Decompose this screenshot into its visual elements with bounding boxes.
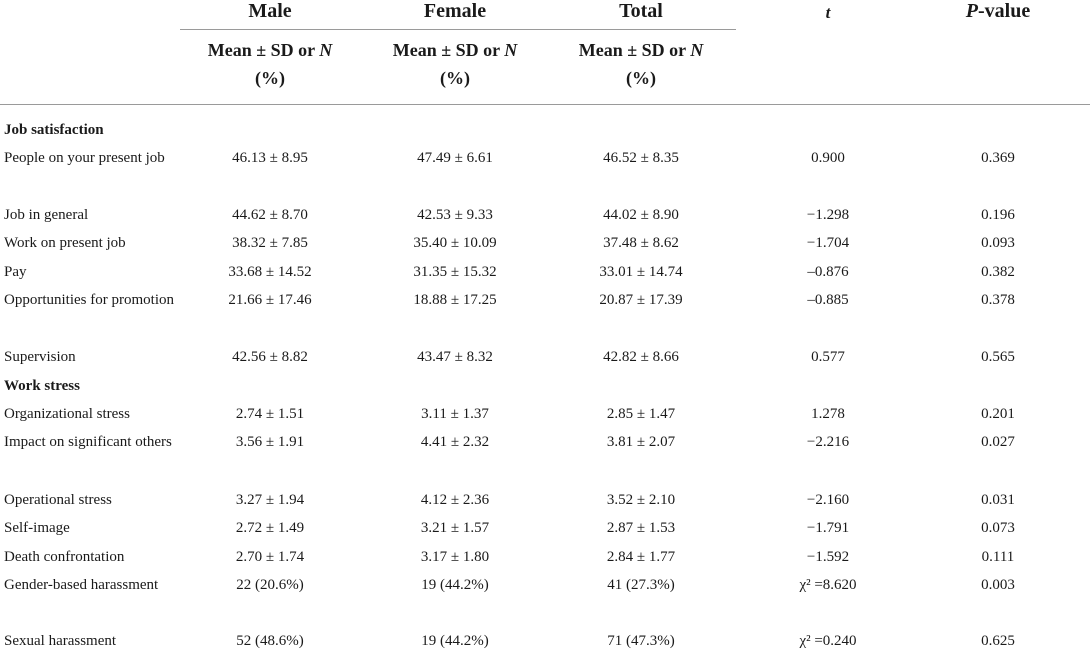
- cell-male: 3.56 ± 1.91: [235, 434, 305, 450]
- cell-total: 42.82 ± 8.66: [603, 349, 679, 365]
- cell-female: 19 (44.2%): [421, 633, 489, 649]
- cell-p: 0.565: [981, 349, 1015, 365]
- row-label: Self-image: [4, 520, 70, 536]
- header-female: Female: [423, 0, 487, 22]
- cell-total: 41 (27.3%): [607, 577, 675, 593]
- cell-total: 3.52 ± 2.10: [606, 492, 676, 508]
- cell-total: 2.85 ± 1.47: [606, 406, 676, 422]
- cell-t: χ² =8.620: [799, 577, 857, 593]
- cell-t: 0.900: [811, 150, 845, 166]
- cell-t: 1.278: [811, 406, 845, 422]
- cell-p: 0.111: [981, 549, 1015, 565]
- cell-p: 0.625: [981, 633, 1015, 649]
- cell-p: 0.073: [981, 520, 1015, 536]
- cell-t: 0.577: [811, 349, 845, 365]
- cell-t: χ² =0.240: [799, 633, 857, 649]
- cell-male: 44.62 ± 8.70: [232, 207, 308, 223]
- cell-total: 71 (47.3%): [607, 633, 675, 649]
- header-t: t: [825, 3, 831, 22]
- section-title-work-stress: Work stress: [4, 378, 80, 394]
- cell-female: 3.21 ± 1.57: [420, 520, 490, 536]
- cell-total: 33.01 ± 14.74: [599, 264, 683, 280]
- row-label: Job in general: [4, 207, 89, 223]
- cell-male: 42.56 ± 8.82: [232, 349, 308, 365]
- cell-female: 42.53 ± 9.33: [417, 207, 493, 223]
- cell-p: 0.382: [981, 264, 1015, 280]
- row-label: Work on present job: [4, 235, 126, 251]
- cell-total: 37.48 ± 8.62: [603, 235, 679, 251]
- cell-female: 3.17 ± 1.80: [420, 549, 490, 565]
- cell-male: 46.13 ± 8.95: [232, 150, 308, 166]
- header-p-value: P-value: [965, 0, 1031, 22]
- cell-female: 31.35 ± 15.32: [413, 264, 497, 280]
- cell-p: 0.201: [981, 406, 1015, 422]
- cell-p: 0.003: [981, 577, 1015, 593]
- header-group-rule: [180, 29, 736, 30]
- cell-male: 33.68 ± 14.52: [228, 264, 312, 280]
- header-total: Total: [619, 0, 663, 22]
- cell-total: 2.84 ± 1.77: [606, 549, 676, 565]
- cell-male: 52 (48.6%): [236, 633, 304, 649]
- cell-p: 0.369: [981, 150, 1015, 166]
- cell-t: −1.592: [806, 549, 850, 565]
- cell-p: 0.196: [981, 207, 1015, 223]
- row-label: Supervision: [4, 349, 76, 365]
- header-bottom-rule: [0, 104, 1090, 105]
- cell-total: 2.87 ± 1.53: [606, 520, 676, 536]
- section-title-job-satisfaction: Job satisfaction: [4, 122, 104, 138]
- cell-male: 2.74 ± 1.51: [235, 406, 305, 422]
- cell-female: 35.40 ± 10.09: [413, 235, 497, 251]
- subheader-male: Mean ± SD or N (%): [207, 40, 333, 88]
- cell-total: 3.81 ± 2.07: [606, 434, 676, 450]
- subheader-total: Mean ± SD or N (%): [578, 40, 704, 88]
- cell-female: 4.41 ± 2.32: [420, 434, 490, 450]
- cell-total: 44.02 ± 8.90: [603, 207, 679, 223]
- cell-male: 38.32 ± 7.85: [232, 235, 308, 251]
- row-label: People on your present job: [4, 150, 165, 166]
- row-label: Death confrontation: [4, 549, 125, 565]
- cell-female: 19 (44.2%): [421, 577, 489, 593]
- cell-p: 0.093: [981, 235, 1015, 251]
- cell-p: 0.027: [981, 434, 1015, 450]
- cell-p: 0.031: [981, 492, 1015, 508]
- row-label: Opportunities for promotion: [4, 292, 174, 308]
- cell-t: −1.704: [806, 235, 850, 251]
- cell-male: 21.66 ± 17.46: [228, 292, 312, 308]
- row-label: Impact on significant others: [4, 434, 172, 450]
- row-label: Organizational stress: [4, 406, 130, 422]
- row-label: Pay: [4, 264, 27, 280]
- cell-female: 18.88 ± 17.25: [413, 292, 497, 308]
- cell-p: 0.378: [981, 292, 1015, 308]
- cell-female: 43.47 ± 8.32: [417, 349, 493, 365]
- cell-t: −1.791: [806, 520, 850, 536]
- cell-t: −2.160: [806, 492, 850, 508]
- cell-male: 2.70 ± 1.74: [235, 549, 305, 565]
- cell-male: 22 (20.6%): [236, 577, 304, 593]
- header-male: Male: [248, 0, 292, 22]
- cell-female: 4.12 ± 2.36: [420, 492, 490, 508]
- subheader-female: Mean ± SD or N (%): [392, 40, 518, 88]
- cell-male: 2.72 ± 1.49: [235, 520, 305, 536]
- cell-female: 3.11 ± 1.37: [421, 406, 489, 422]
- cell-t: –0.876: [807, 264, 849, 280]
- cell-male: 3.27 ± 1.94: [235, 492, 305, 508]
- row-label: Sexual harassment: [4, 633, 117, 649]
- cell-t: –0.885: [807, 292, 849, 308]
- cell-total: 20.87 ± 17.39: [599, 292, 683, 308]
- cell-t: −1.298: [806, 207, 850, 223]
- cell-total: 46.52 ± 8.35: [603, 150, 679, 166]
- cell-female: 47.49 ± 6.61: [417, 150, 493, 166]
- cell-t: −2.216: [806, 434, 850, 450]
- row-label: Gender-based harassment: [4, 577, 159, 593]
- row-label: Operational stress: [4, 492, 112, 508]
